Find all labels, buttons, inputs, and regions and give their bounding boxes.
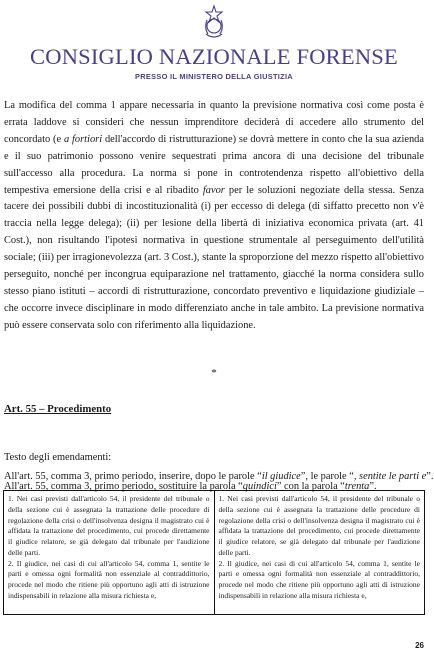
table-cell-proposed [214,491,425,615]
table-paragraph: 1. Nei casi previsti dall'articolo 54, il presidente del tribunale o della sezione cui è assegnata la trattazione delle procedure di regolazione della crisi o dell'insolvenza designa il magistrato cui è affidata la trattazione del procedimento, cui procede direttamente il giudice relatore, se già delegato dal tribunale per l'audizione delle parti. [8,494,210,557]
section-separator: * [211,367,217,379]
comparison-table [3,490,425,615]
amendment-2-italic: quindici [242,481,277,492]
table-paragraph: 2. Il giudice, nei casi di cui all'articolo 54, comma 1, sentite le parti e omessa ogni formalità non essenziale al contraddittorio, procede nel modo che ritiene più opportuno agli atti di istruzione indispensabili in relazione alla misura richiesta e, [218,558,420,600]
amendment-1-text: All'art. 55, comma 3, primo periodo, inserire, dopo le parole “ [4,471,262,482]
amendment-2-text-3: ”. [369,481,377,492]
table-paragraph: 2. Il giudice, nei casi di cui all'articolo 54, comma 1, sentite le parti e omessa ogni formalità non essenziale al contraddittorio, procede nel modo che ritiene più opportuno agli atti di istruzione indispensabili in relazione alla misura richiesta e, [8,558,210,600]
body-text-2: dell'accordo di ristrutturazione) se dovrà mettere in conto che la sua azienda e il suo patrimonio possono venire sequestrati prima ancora di una decisione del tribunale sull'accesso alla procedura. La norma si pone in controtendenza rispetto all'obiettivo della tempestiva emersione della crisi e al ribadito [4,133,424,196]
amendment-2-italic-2: trenta [344,481,370,492]
body-text-italic-2: favor [202,184,225,196]
body-paragraph [4,98,424,335]
table-row [4,491,425,615]
amendments-intro: Testo degli emendamenti: [4,452,112,463]
amendment-1-text-2: ”, le parole “ [300,471,354,482]
amendment-2-text-2: ” con la parola “ [276,481,345,492]
amendment-1-italic-2: , sentite le parti e [353,471,427,482]
table-cell-current [4,491,215,615]
page-number: 26 [415,641,424,650]
body-text-italic-1: a fortiori [63,133,103,145]
page-subtitle: PRESSO IL MINISTERO DELLA GIUSTIZIA [135,72,293,81]
body-text-1: La modifica del comma 1 appare necessaria in quanto la previsione normativa così come posta è errata laddove si consideri che nessun imprenditore deciderà di accedere allo strumento del concordato (e [4,100,424,145]
amendment-2-text: All'art. 55, comma 3, primo periodo, sostituire la parola “ [4,481,243,492]
amendment-1-text-3: ”. [426,471,434,482]
section-heading: Art. 55 – Procedimento [4,403,112,415]
state-emblem-icon [202,4,226,40]
page-title: CONSIGLIO NAZIONALE FORENSE [30,44,398,69]
table-paragraph: 1. Nei casi previsti dall'articolo 54, il presidente del tribunale o della sezione cui è assegnata la trattazione delle procedure di regolazione della crisi o dell'insolvenza designa il magistrato cui è affidata la trattazione del procedimento, cui procede direttamente il giudice relatore, se già delegato dal tribunale per l'audizione delle parti. [218,494,420,557]
amendment-1-italic: il giudice [261,471,301,482]
body-text-3: per le soluzioni negoziate della stessa. Senza tacere dei possibili dubbi di incostituzionalità (i) per eccesso di delega (di siffatto precetto non v'è traccia nella legge delega); (ii) per lesione della libertà di iniziativa economica privata (art. 41 Cost.), non risultando l'ipotesi normativa in questione strumentale al perseguimento dell'utilità sociale; (iii) per irragionevolezza (art. 3 Cost.), stante la sproporzione del mezzo rispetto all'obiettivo perseguito, nonché per incongrua equiparazione nel trattamento, giacché la norma considera sullo stesso piano istituti – accordi di ristrutturazione, concordato preventivo e liquidazione giudiziale – che occorre invece disciplinare in modo differenziato anche in tale ambito. La previsione normativa può essere conservata solo con riferimento alla liquidazione. [4,184,424,331]
